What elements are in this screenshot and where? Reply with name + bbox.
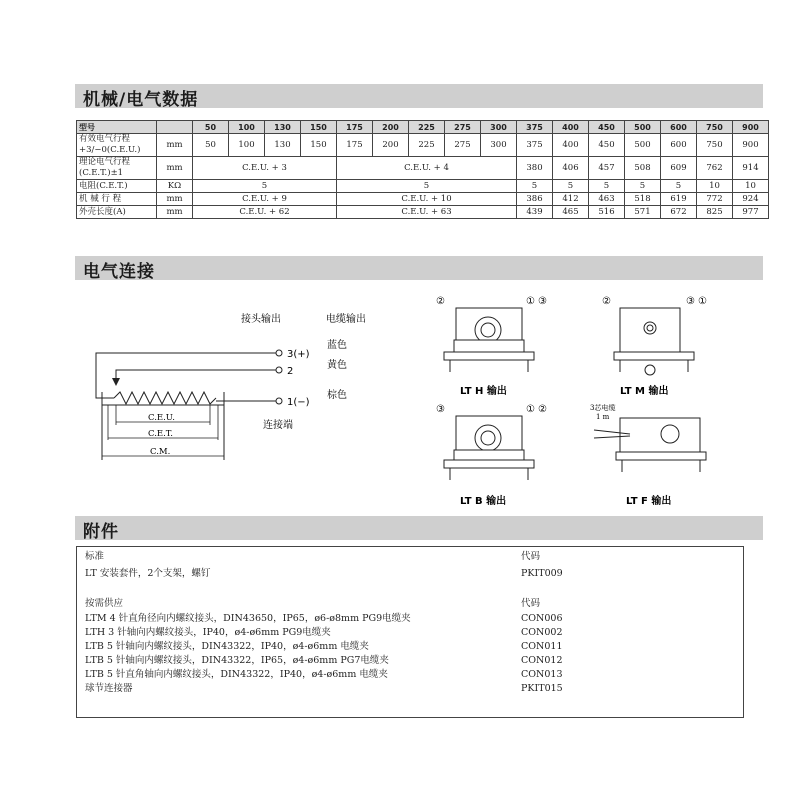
model-cell: 150 <box>301 121 337 134</box>
terminal-2 <box>276 367 282 373</box>
connector-ltf <box>590 403 706 507</box>
list-item: LTM 4 针直角径向内螺纹接头，DIN43650，IP65，ø6-ø8mm PG9电缆夹 <box>85 613 411 624</box>
blue-label: 蓝色 <box>327 340 347 351</box>
header-label: 型号 <box>77 121 157 134</box>
pin2-label: 2 <box>287 366 294 377</box>
spec-table <box>76 120 769 219</box>
model-cell: 300 <box>481 121 517 134</box>
table-row: 有效电气行程 +3/−0(C.E.U.) mm 50 100 130 150 175 200 225 275 300 375 400 450 500 600 750 900 <box>77 134 769 157</box>
wiper-arrow <box>112 378 120 386</box>
ceu-label: C.E.U. <box>148 413 175 423</box>
svg-text:3芯电缆: 3芯电缆 <box>590 404 616 412</box>
resistor-symbol <box>114 392 216 404</box>
wiring-diagram <box>76 300 406 470</box>
svg-text:③: ③ <box>538 296 547 307</box>
optional-title: 按需供应 <box>85 598 124 609</box>
svg-text:①: ① <box>698 296 707 307</box>
connector-lth <box>436 296 547 397</box>
list-item-code: PKIT015 <box>521 683 563 694</box>
list-item-code: CON013 <box>521 669 563 680</box>
list-item-code: CON002 <box>521 627 563 638</box>
table-row: 外壳长度(A) mm C.E.U. + 62 C.E.U. + 63 439 465 516 571 672 825 977 <box>77 206 769 219</box>
connector-ltb <box>436 404 547 507</box>
svg-text:②: ② <box>436 296 445 307</box>
pin1-label: 1(−) <box>287 397 310 408</box>
wire-pin3 <box>96 353 276 398</box>
svg-text:①: ① <box>526 404 535 415</box>
ltb-label: LT B 输出 <box>460 496 507 507</box>
model-cell: 500 <box>625 121 661 134</box>
model-cell: 375 <box>517 121 553 134</box>
model-cell: 100 <box>229 121 265 134</box>
connector-ltm <box>602 296 707 397</box>
yellow-label: 黄色 <box>327 360 347 371</box>
cm-label: C.M. <box>150 447 171 457</box>
list-item: 球节连接器 <box>85 683 133 694</box>
section-band-elec <box>75 256 763 280</box>
model-cell: 175 <box>337 121 373 134</box>
cet-label: C.E.T. <box>148 429 173 439</box>
table-row: 理论电气行程 (C.E.T.)±1 mm C.E.U. + 3 C.E.U. + 4 380 406 457 508 609 762 914 <box>77 157 769 180</box>
standard-title: 标准 <box>85 551 105 562</box>
list-item: LTB 5 针轴向内螺纹接头，DIN43322，IP65，ø4-ø6mm PG7电缆夹 <box>85 655 389 666</box>
col-connector-label: 接头输出 <box>241 314 281 325</box>
list-item-code: CON011 <box>521 641 563 652</box>
model-cell: 600 <box>661 121 697 134</box>
section-title-elec: 电气连接 <box>83 262 155 282</box>
model-cell: 200 <box>373 121 409 134</box>
svg-text:③: ③ <box>686 296 695 307</box>
list-item: LTH 3 针轴向内螺纹接头，IP40，ø4-ø6mm PG9电缆夹 <box>85 627 331 638</box>
standard-code: PKIT009 <box>521 568 563 579</box>
svg-text:②: ② <box>538 404 547 415</box>
model-cell: 225 <box>409 121 445 134</box>
table-header-row <box>77 121 769 134</box>
terminal-3 <box>276 350 282 356</box>
svg-text:②: ② <box>602 296 611 307</box>
ltf-label: LT F 输出 <box>626 496 672 507</box>
brown-label: 棕色 <box>327 390 347 401</box>
wire-pin2 <box>116 370 276 380</box>
section-title-acc: 附件 <box>83 522 119 542</box>
lth-label: LT H 输出 <box>460 386 507 397</box>
list-item: LTB 5 针直角轴向内螺纹接头，DIN43322，IP40，ø4-ø6mm 电缆夹 <box>85 669 388 680</box>
model-cell: 50 <box>193 121 229 134</box>
model-cell: 275 <box>445 121 481 134</box>
standard-item: LT 安装套件，2个支架，螺钉 <box>85 568 211 579</box>
model-cell: 130 <box>265 121 301 134</box>
accessories-box <box>76 546 744 718</box>
list-item: LTB 5 针轴向内螺纹接头，DIN43322，IP40，ø4-ø6mm 电缆夹 <box>85 641 369 652</box>
table-row: 电阻(C.E.T.) KΩ 5 5 5 5 5 5 5 10 10 <box>77 180 769 193</box>
model-cell: 750 <box>697 121 733 134</box>
table-row: 机 械 行 程 mm C.E.U. + 9 C.E.U. + 10 386 412 463 518 619 772 924 <box>77 193 769 206</box>
connector-drawings <box>430 290 730 510</box>
terminal-label: 连接端 <box>263 420 293 431</box>
code-title: 代码 <box>521 551 541 562</box>
col-cable-label: 电缆输出 <box>326 314 366 325</box>
model-cell: 900 <box>733 121 769 134</box>
svg-text:1 m: 1 m <box>596 413 610 421</box>
list-item-code: CON006 <box>521 613 563 624</box>
section-title-mech: 机械/电气数据 <box>83 90 199 110</box>
svg-text:①: ① <box>526 296 535 307</box>
optional-code-title: 代码 <box>521 598 541 609</box>
section-band-acc <box>75 516 763 540</box>
ltm-label: LT M 输出 <box>620 386 669 397</box>
section-band-mech <box>75 84 763 108</box>
model-cell: 400 <box>553 121 589 134</box>
terminal-1 <box>276 398 282 404</box>
model-cell: 450 <box>589 121 625 134</box>
pin3-label: 3(+) <box>287 349 310 360</box>
list-item-code: CON012 <box>521 655 563 666</box>
svg-text:③: ③ <box>436 404 445 415</box>
